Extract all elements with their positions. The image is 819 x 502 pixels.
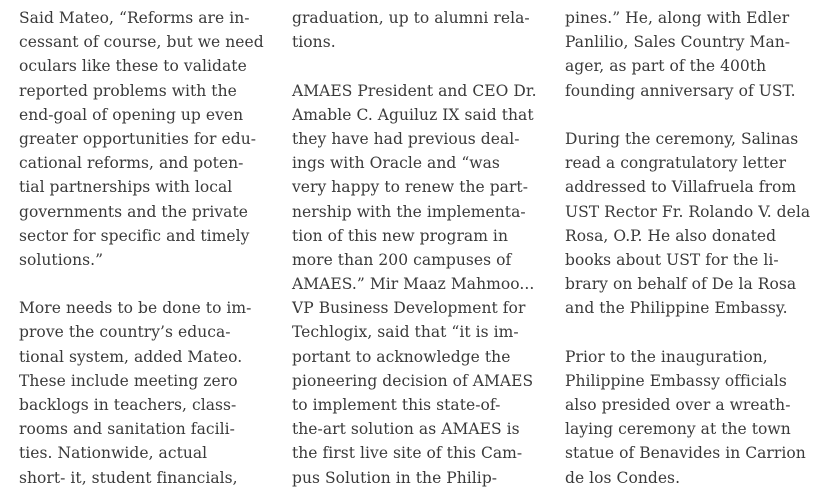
text-line: pines.” He, along with Edler [565, 9, 790, 27]
text-line: During the ceremony, Salinas [565, 129, 799, 148]
text-line: ings with Oracle and “was [292, 154, 500, 173]
paragraph-amaes-president [292, 79, 554, 490]
text-line: addressed to Villafruela from [565, 178, 797, 197]
text-line: Rosa, O.P. He also donated [565, 226, 777, 245]
text-line: portant to acknowledge the [292, 347, 511, 366]
text-line: rooms and sanitation facili- [19, 420, 235, 439]
text-line: AMAES.” Mir Maaz Mahmoo... [292, 275, 535, 294]
paragraph-anniversary [565, 6, 819, 103]
text-line: solutions.” [19, 250, 104, 269]
text-line: end-goal of opening up even [19, 105, 244, 124]
text-line: brary on behalf of De la Rosa [565, 275, 797, 294]
text-line: Amable C. Aguiluz IX said that [292, 105, 534, 124]
paragraph-ceremony [565, 127, 819, 321]
text-line: ties. Nationwide, actual [19, 444, 208, 463]
text-line: tions. [292, 33, 336, 52]
text-line: These include meeting zero [19, 371, 238, 390]
text-line: backlogs in teachers, class- [19, 396, 237, 414]
text-line: reported problems with the [19, 81, 237, 100]
text-line: short- it, student financials, [19, 468, 238, 487]
text-line: VP Business Development for [292, 299, 526, 318]
text-line: and the Philippine Embassy. [565, 299, 788, 318]
text-line: More needs to be done to im- [19, 299, 252, 318]
text-line: to implement this state-of- [292, 396, 501, 414]
paragraph-inauguration [565, 345, 819, 490]
text-line: Said Mateo, “Reforms are in- [19, 9, 250, 27]
text-line: AMAES President and CEO Dr. [292, 81, 537, 100]
paragraph-gap [292, 54, 554, 78]
article-column-2 [292, 6, 554, 490]
text-line: the first live site of this Cam- [292, 444, 523, 463]
text-line: cessant of course, but we need [19, 33, 264, 52]
text-line: pioneering decision of AMAES [292, 371, 534, 390]
text-line: greater opportunities for edu- [19, 129, 257, 148]
text-line: tion of this new program in [292, 226, 508, 245]
article-column-3 [565, 6, 819, 490]
text-line: sector for specific and timely [19, 226, 250, 245]
paragraph-gap [565, 320, 819, 344]
text-line: laying ceremony at the town [565, 420, 791, 439]
text-line: ager, as part of the 400th [565, 57, 767, 76]
text-line: founding anniversary of UST. [565, 81, 796, 100]
text-line: tional system, added Mateo. [19, 347, 243, 366]
text-line: Philippine Embassy officials [565, 371, 787, 390]
text-line: nership with the implementa- [292, 202, 526, 221]
text-line: the-art solution as AMAES is [292, 420, 520, 439]
text-line: oculars like these to validate [19, 57, 247, 76]
text-line: UST Rector Fr. Rolando V. dela [565, 202, 811, 221]
text-line: books about UST for the li- [565, 250, 779, 269]
text-line: Prior to the inauguration, [565, 347, 768, 366]
text-line: read a congratulatory letter [565, 154, 787, 173]
paragraph-education-system [19, 296, 281, 490]
text-line: de los Condes. [565, 468, 681, 487]
text-line: very happy to renew the part- [292, 178, 528, 197]
text-line: graduation, up to alumni rela- [292, 9, 530, 27]
text-line: they have had previous deal- [292, 129, 520, 148]
paragraph-graduation [292, 6, 554, 54]
text-line: also presided over a wreath- [565, 396, 791, 414]
text-line: statue of Benavides in Carrion [565, 444, 806, 463]
text-line: Panlilio, Sales Country Man- [565, 33, 791, 52]
text-line: pus Solution in the Philip- [292, 468, 498, 487]
text-line: cational reforms, and poten- [19, 154, 244, 173]
text-line: more than 200 campuses of [292, 250, 512, 269]
text-line: prove the country’s educa- [19, 323, 231, 342]
text-line: tial partnerships with local [19, 178, 233, 197]
paragraph-mateo-quote [19, 6, 281, 272]
text-line: Techlogix, said that “it is im- [292, 323, 519, 342]
article-column-1 [19, 6, 281, 490]
paragraph-gap [19, 272, 281, 296]
text-line: governments and the private [19, 202, 248, 221]
paragraph-gap [565, 103, 819, 127]
